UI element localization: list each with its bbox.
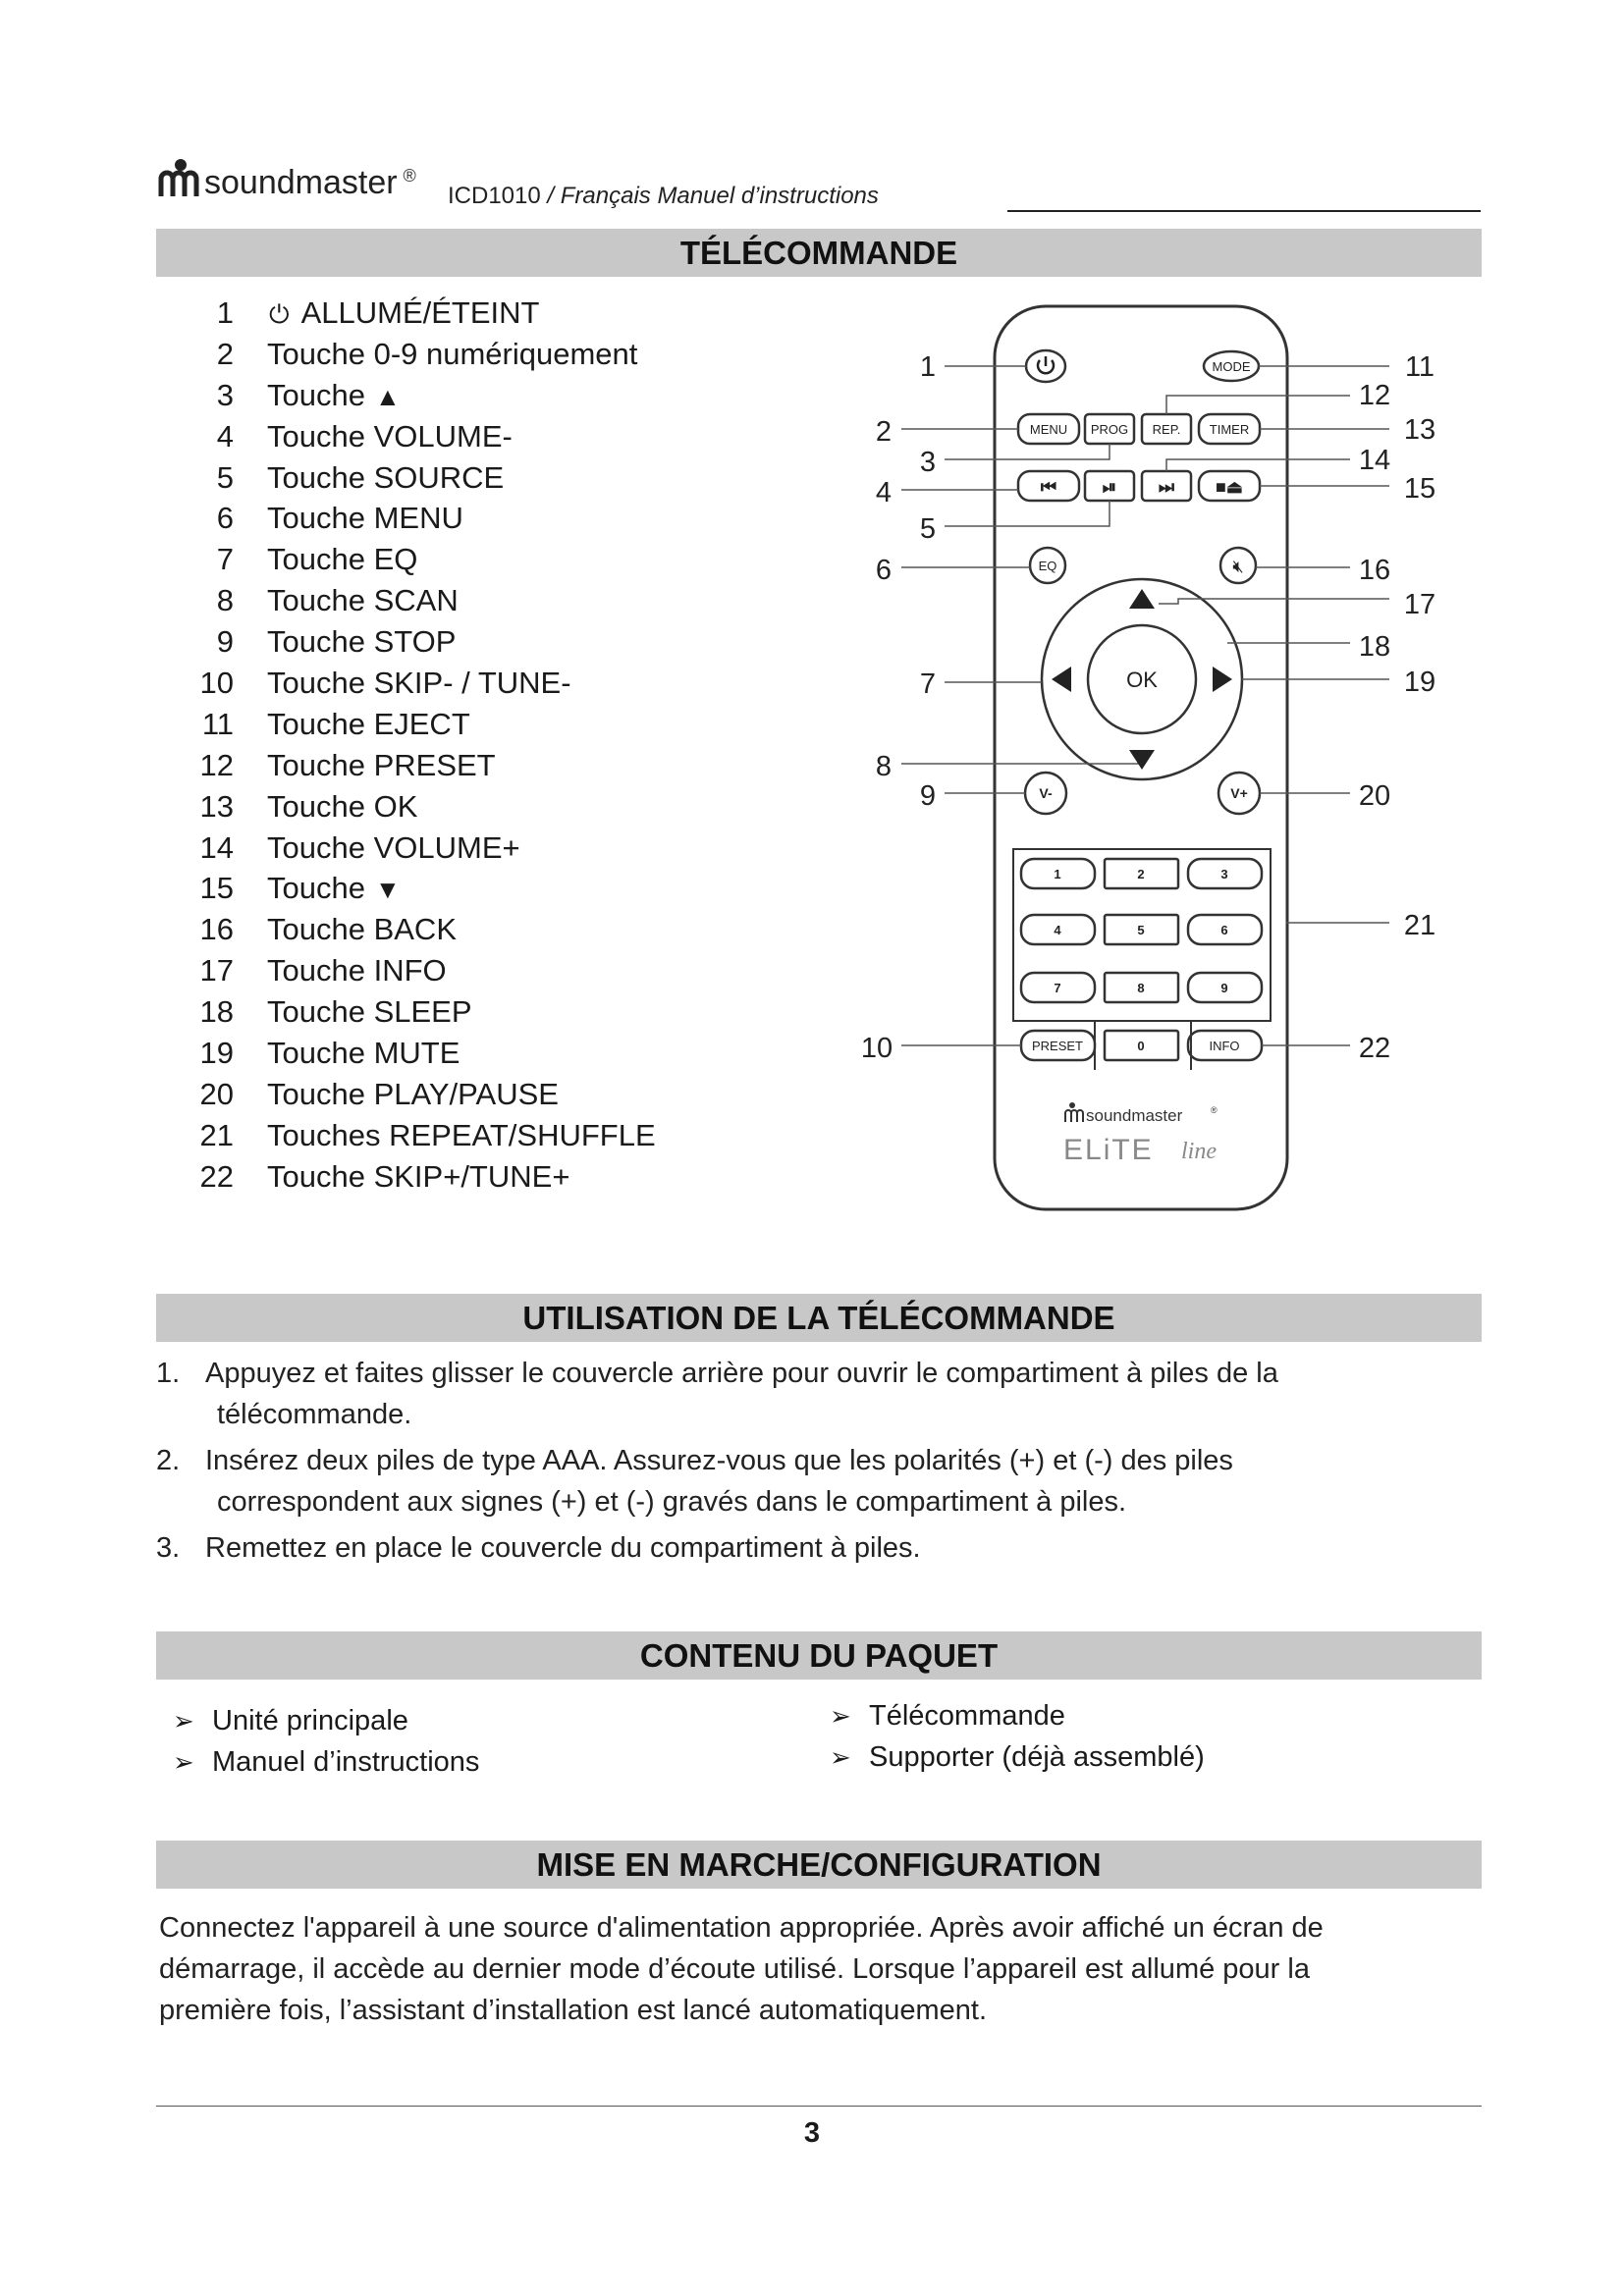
remote-brand: soundmaster (1086, 1106, 1183, 1125)
brand-logo (157, 157, 416, 200)
legend-item: 5 Touche SOURCE (216, 459, 505, 495)
callout-3: 3 (919, 447, 937, 478)
callout-15: 15 (1403, 473, 1436, 505)
remote-diagram (844, 294, 1473, 1217)
legend-item: 6 Touche MENU (216, 501, 463, 536)
callout-22: 22 (1358, 1033, 1391, 1064)
ok-label: OK (1126, 667, 1158, 692)
arrow-bullet-icon: ➢ (830, 1742, 851, 1772)
prog-label: PROG (1090, 422, 1129, 437)
digit-1-label: 1 (1054, 867, 1061, 881)
legend-item: 15 Touche ▼ (199, 871, 401, 906)
triangle-up-icon: ▲ (374, 381, 401, 411)
callout-17: 17 (1403, 589, 1436, 620)
section-usage-title: UTILISATION DE LA TÉLÉCOMMANDE (156, 1294, 1482, 1342)
legend-item: 9 Touche STOP (216, 624, 457, 660)
brand-name: soundmaster (204, 164, 398, 201)
remote-legend-list (189, 293, 738, 1198)
page-number: 3 (803, 2117, 821, 2149)
callout-4: 4 (875, 477, 893, 508)
legend-item: 21 Touches REPEAT/SHUFFLE (199, 1117, 656, 1152)
arrow-bullet-icon: ➢ (830, 1701, 851, 1731)
callout-1: 1 (919, 351, 937, 383)
elite-line-logo: line (1181, 1139, 1217, 1164)
callout-21: 21 (1403, 910, 1436, 941)
callout-10: 10 (860, 1033, 893, 1064)
legend-item: 7 Touche EQ (216, 542, 418, 577)
legend-item: 22 Touche SKIP+/TUNE+ (199, 1158, 570, 1194)
callout-8: 8 (875, 751, 893, 782)
header-rule (1007, 210, 1481, 212)
model-number: ICD1010 (448, 183, 541, 209)
callout-5: 5 (919, 513, 937, 545)
callout-20: 20 (1358, 780, 1391, 812)
legend-item: 16 Touche BACK (199, 912, 457, 947)
package-list-right (830, 1695, 1419, 1778)
mode-label: MODE (1212, 359, 1251, 374)
legend-item: 3 Touche ▲ (216, 377, 401, 412)
callout-19: 19 (1403, 667, 1436, 698)
mute-icon: 🔇︎ (1232, 557, 1244, 576)
section-setup-title: MISE EN MARCHE/CONFIGURATION (156, 1841, 1482, 1889)
digit-6-label: 6 (1220, 923, 1228, 937)
power-icon (1038, 356, 1054, 373)
next-icon: ⏭ (1158, 477, 1175, 497)
usage-steps (156, 1353, 1482, 1574)
callout-9: 9 (919, 780, 937, 812)
legend-item: 18 Touche SLEEP (199, 994, 472, 1030)
list-item: ➢ Télécommande (830, 1695, 1419, 1736)
dpad-down-icon (1129, 750, 1155, 770)
arrow-bullet-icon: ➢ (173, 1747, 194, 1777)
vplus-label: V+ (1230, 785, 1248, 801)
legend-item: 1 ⏻ ALLUMÉ/ÉTEINT (216, 294, 540, 330)
callout-11: 11 (1404, 351, 1435, 383)
list-item: ➢ Manuel d’instructions (173, 1741, 762, 1783)
legend-item: 8 Touche SCAN (216, 583, 459, 618)
dpad-left-icon (1052, 667, 1071, 692)
digit-3-label: 3 (1220, 867, 1228, 881)
usage-step: 3. Remettez en place le couvercle du compartiment à piles. (156, 1532, 921, 1564)
digit-4-label: 4 (1054, 923, 1061, 937)
rep-label: REP. (1152, 422, 1181, 437)
arrow-bullet-icon: ➢ (173, 1706, 194, 1735)
eq-label: EQ (1038, 559, 1057, 573)
callout-18: 18 (1358, 631, 1391, 663)
usage-step: 1. Appuyez et faites glisser le couvercle arrière pour ouvrir le compartiment à piles de la télécommande. (156, 1358, 1278, 1430)
section-remote-title: TÉLÉCOMMANDE (156, 229, 1482, 277)
footer-rule (156, 2106, 1482, 2107)
digit-2-label: 2 (1137, 867, 1145, 881)
legend-item: 4 Touche VOLUME- (216, 418, 513, 454)
digit-5-label: 5 (1137, 923, 1145, 937)
menu-label: MENU (1029, 422, 1068, 437)
legend-item: 13 Touche OK (199, 788, 418, 824)
callout-12: 12 (1358, 380, 1391, 411)
digit-7-label: 7 (1054, 981, 1061, 995)
registered-mark: ® (403, 166, 416, 186)
digit-8-label: 8 (1137, 981, 1145, 995)
legend-item: 10 Touche SKIP- / TUNE- (199, 665, 571, 700)
legend-item: 20 Touche PLAY/PAUSE (199, 1076, 559, 1111)
callout-14: 14 (1358, 445, 1391, 476)
remote-brand-reg: ® (1211, 1105, 1218, 1115)
soundmaster-logo-icon (157, 157, 200, 200)
legend-item: 2 Touche 0-9 numériquement (216, 336, 638, 371)
triangle-down-icon: ▼ (374, 875, 401, 905)
list-item: ➢ Supporter (déjà assemblé) (830, 1736, 1419, 1778)
prev-icon: ⏮ (1040, 477, 1057, 497)
digit-9-label: 9 (1220, 981, 1228, 995)
callout-numbers (861, 351, 1435, 1064)
package-list-left (173, 1700, 762, 1783)
digit-0-label: 0 (1137, 1039, 1145, 1053)
remote-brand-logo (1063, 1102, 1218, 1166)
legend-item: 17 Touche INFO (199, 953, 447, 988)
play-pause-icon: ⏯ (1102, 477, 1117, 497)
legend-item: 11 Touche EJECT (201, 706, 470, 741)
manual-subtitle: / Français Manuel d’instructions (547, 183, 879, 209)
dpad-up-icon (1129, 589, 1155, 609)
power-icon: ⏻ (269, 298, 290, 329)
dpad-right-icon (1213, 667, 1232, 692)
setup-paragraph: Connectez l'appareil à une source d'alimentation appropriée. Après avoir affiché un écran de démarrage, il accède au dernier mode d’écoute utilisé. Lorsque l’appareil est allumé pour la première fois, l’assistant d’installation est lancé automatiquement. (159, 1912, 1324, 2026)
callout-13: 13 (1403, 414, 1436, 446)
stop-eject-icon: ■⏏ (1216, 477, 1243, 497)
callout-6: 6 (875, 555, 893, 586)
section-package-title: CONTENU DU PAQUET (156, 1631, 1482, 1680)
callout-7: 7 (919, 668, 937, 700)
usage-step: 2. Insérez deux piles de type AAA. Assurez-vous que les polarités (+) et (-) des piles correspondent aux signes (+) et (-) gravés dans le compartiment à piles. (156, 1445, 1233, 1518)
info-label: INFO (1209, 1039, 1240, 1053)
document-title (448, 183, 879, 210)
timer-label: TIMER (1209, 422, 1250, 437)
elite-logo: ELiTE (1063, 1134, 1154, 1166)
preset-label: PRESET (1031, 1039, 1084, 1053)
callout-16: 16 (1358, 555, 1391, 586)
legend-item: 12 Touche PRESET (199, 747, 496, 782)
list-item: ➢ Unité principale (173, 1700, 762, 1741)
legend-item: 19 Touche MUTE (199, 1035, 460, 1070)
vminus-label: V- (1039, 785, 1053, 801)
callout-2: 2 (875, 416, 893, 448)
legend-item: 14 Touche VOLUME+ (199, 829, 520, 865)
